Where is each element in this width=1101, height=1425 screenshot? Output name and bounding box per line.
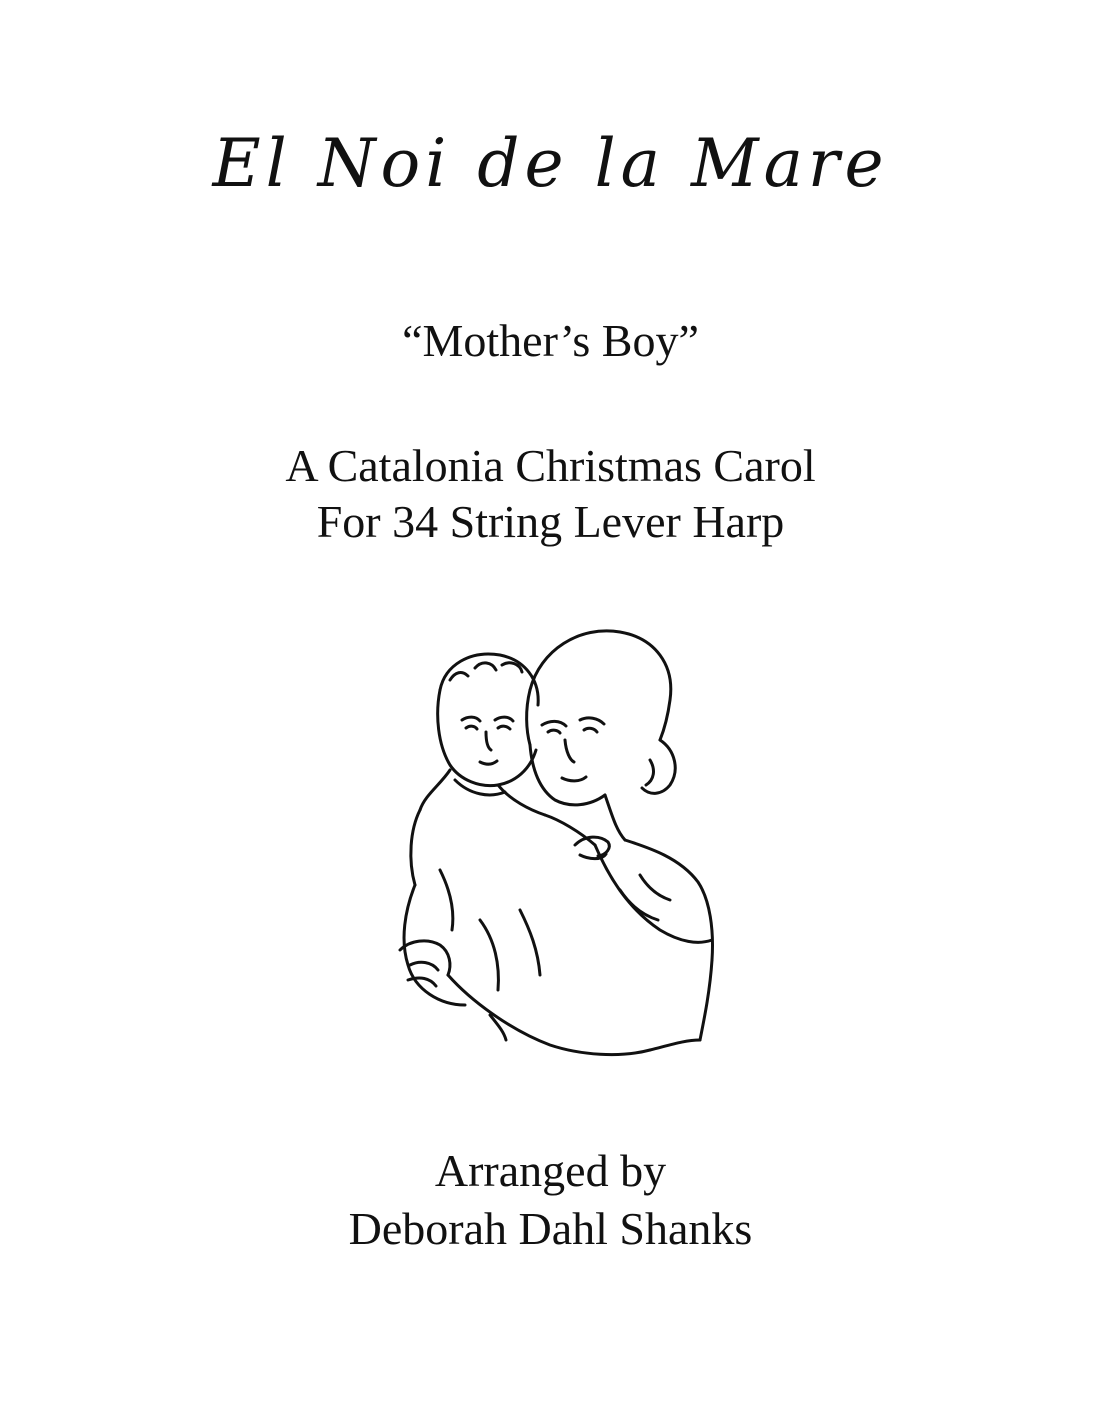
- cover-title: El Noi de la Mare: [212, 125, 889, 202]
- description-line-2: For 34 String Lever Harp: [316, 496, 785, 547]
- cover-subtitle: “Mother’s Boy”: [402, 315, 699, 366]
- cover-credit: [0, 1142, 1101, 1258]
- arranger-name: Deborah Dahl Shanks: [348, 1203, 753, 1254]
- description-line-1: A Catalonia Christmas Carol: [285, 440, 816, 491]
- cover-description: [0, 438, 1101, 550]
- credit-line-1: Arranged by: [434, 1145, 667, 1196]
- mother-and-child-illustration: [380, 620, 725, 1070]
